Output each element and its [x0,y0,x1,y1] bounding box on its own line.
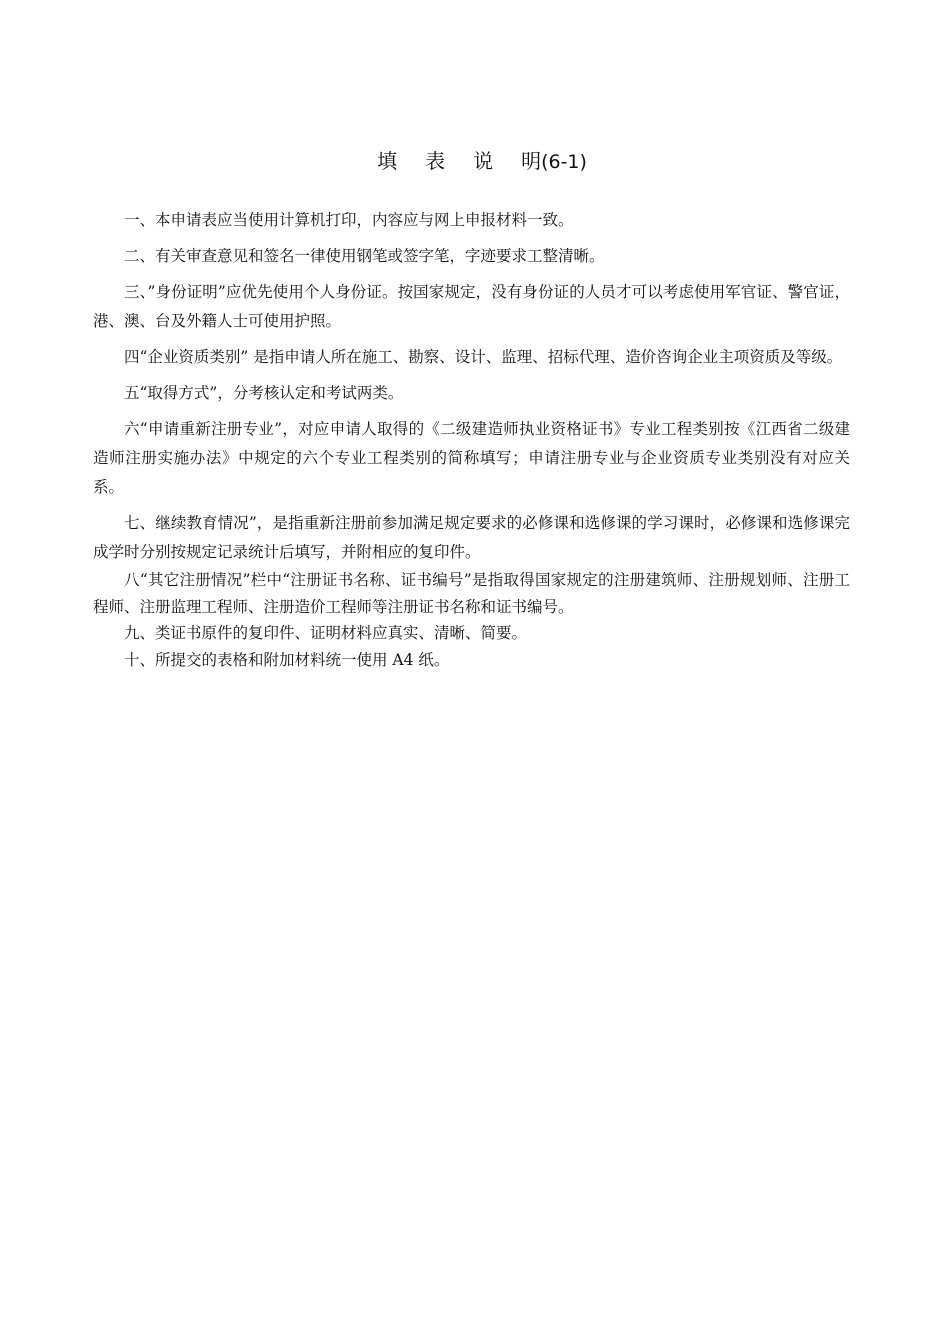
title-char: 明 [521,149,542,173]
instruction-item-4: 四“企业资质类别” 是指申请人所在施工、勘察、设计、监理、招标代理、造价咨询企业主项资质及等级。 [124,348,843,366]
page-title [0,148,950,175]
instruction-item-1: 一、本申请表应当使用计算机打印，内容应与网上申报材料一致。 [124,211,574,229]
instruction-item-9: 九、类证书原件的复印件、证明材料应真实、清晰、简要。 [124,624,528,642]
instructions-body [93,206,850,673]
instruction-item-8: 八“其它注册情况”栏中“注册证书名称、证书编号”是指取得国家规定的注册建筑师、注册规划师、注册工程师、注册监理工程师、注册造价工程师等注册证书名称和证书编号。 [93,571,850,616]
title-char: 说 [473,149,494,173]
title-char: 填 [377,149,398,173]
instruction-item-10: 十、所提交的表格和附加材料统一使用 A4 纸。 [124,650,450,669]
instruction-item-5: 五“取得方式”，分考核认定和考试两类。 [124,384,404,402]
title-char: 表 [425,149,446,173]
instruction-item-2: 二、有关审查意见和签名一律使用钢笔或签字笔，字迹要求工整清晰。 [124,247,605,265]
instruction-item-3: 三、”身份证明”应优先使用个人身份证。按国家规定，没有身份证的人员才可以考虑使用军官证、警官证，港、澳、台及外籍人士可使用护照。 [93,283,850,330]
instruction-item-7: 七、继续教育情况”，是指重新注册前参加满足规定要求的必修课和选修课的学习课时，必修课和选修课完成学时分别按规定记录统计后填写，并附相应的复印件。 [93,514,850,561]
title-suffix: (6-1) [541,151,587,173]
instruction-item-6: 六“申请重新注册专业”，对应申请人取得的《二级建造师执业资格证书》专业工程类别按《江西省二级建造师注册实施办法》中规定的六个专业工程类别的简称填写；申请注册专业与企业资质专业类别没有对应关系。 [93,420,850,496]
